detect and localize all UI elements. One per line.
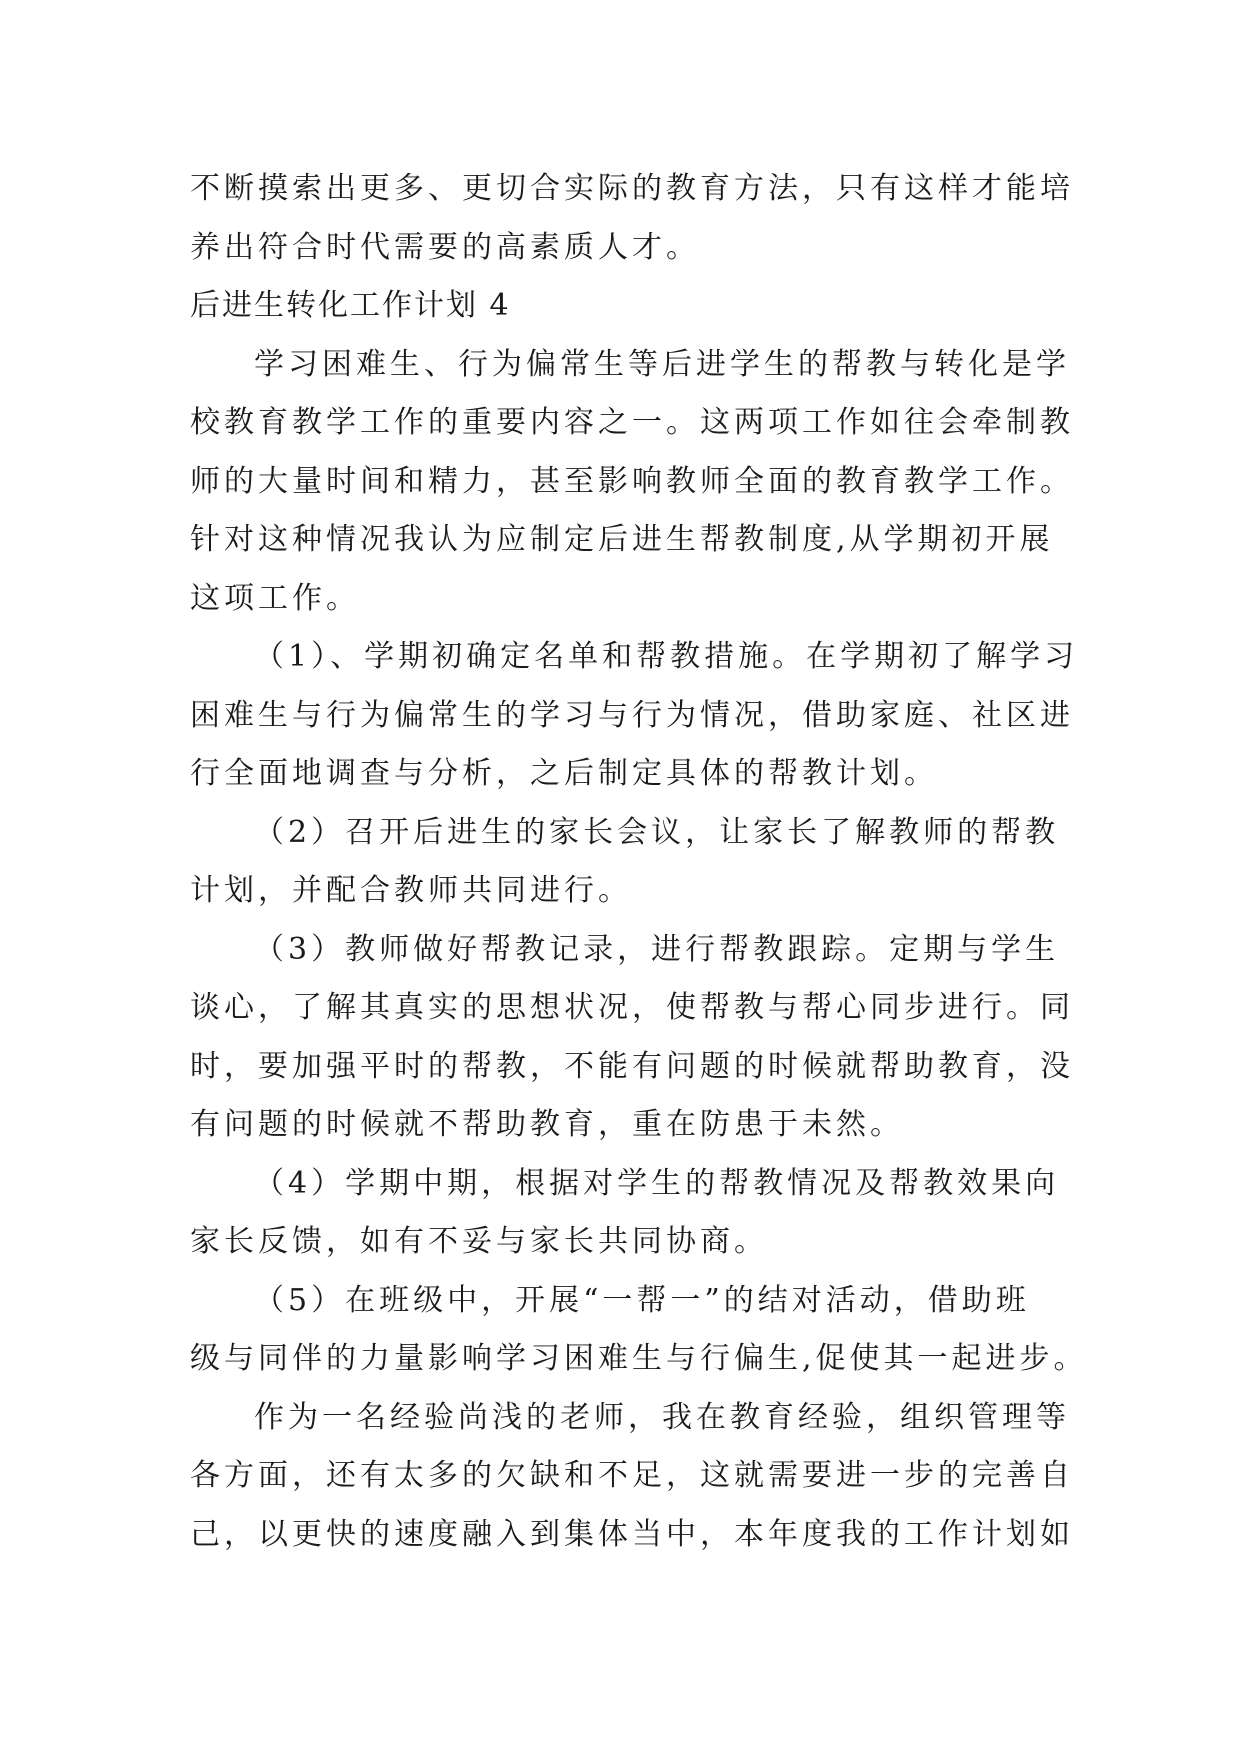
text-line: 家长反馈，如有不妥与家长共同协商。 xyxy=(190,1224,768,1259)
text-line: 不断摸索出更多、更切合实际的教育方法，只有这样才能培 xyxy=(190,171,1074,206)
paragraph-first-line: （5）在班级中，开展“一帮一”的结对活动，借助班 xyxy=(254,1282,1030,1318)
text-line: 己，以更快的速度融入到集体当中，本年度我的工作计划如 xyxy=(190,1516,1074,1552)
paragraph-first-line: （2）召开后进生的家长会议，让家长了解教师的帮教 xyxy=(254,814,1060,850)
section-heading: 后进生转化工作计划 4 xyxy=(190,288,511,323)
paragraph-first-line: （4）学期中期，根据对学生的帮教情况及帮教效果向 xyxy=(254,1165,1060,1201)
text-line: 困难生与行为偏常生的学习与行为情况，借助家庭、社区进 xyxy=(190,697,1074,733)
text-line: 师的大量时间和精力，甚至影响教师全面的教育教学工作。 xyxy=(190,463,1074,499)
text-line: 养出符合时代需要的高素质人才。 xyxy=(190,229,700,265)
text-line: 针对这种情况我认为应制定后进生帮教制度,从学期初开展 xyxy=(190,522,1054,557)
text-line: 行全面地调查与分析，之后制定具体的帮教计划。 xyxy=(190,756,938,791)
text-line: 计划，并配合教师共同进行。 xyxy=(190,873,632,908)
paragraph-first-line: （3）教师做好帮教记录，进行帮教跟踪。定期与学生 xyxy=(254,931,1060,967)
text-line: 有问题的时候就不帮助教育，重在防患于未然。 xyxy=(190,1107,904,1142)
text-line: 各方面，还有太多的欠缺和不足，这就需要进一步的完善自 xyxy=(190,1458,1074,1493)
text-line: 谈心，了解其真实的思想状况，使帮教与帮心同步进行。同 xyxy=(190,990,1074,1025)
paragraph-first-line: （1）、学期初确定名单和帮教措施。在学期初了解学习 xyxy=(254,639,1079,674)
paragraph-first-line: 学习困难生、行为偏常生等后进学生的帮教与转化是学 xyxy=(254,346,1070,382)
paragraph-first-line: 作为一名经验尚浅的老师，我在教育经验，组织管理等 xyxy=(254,1399,1070,1435)
text-line: 时，要加强平时的帮教，不能有问题的时候就帮助教育，没 xyxy=(190,1048,1074,1084)
document-page xyxy=(190,160,1088,1564)
text-line: 校教育教学工作的重要内容之一。这两项工作如往会牵制教 xyxy=(190,405,1074,440)
text-line: 级与同伴的力量影响学习困难生与行偏生,促使其一起进步。 xyxy=(190,1341,1088,1376)
text-line: 这项工作。 xyxy=(190,580,360,616)
